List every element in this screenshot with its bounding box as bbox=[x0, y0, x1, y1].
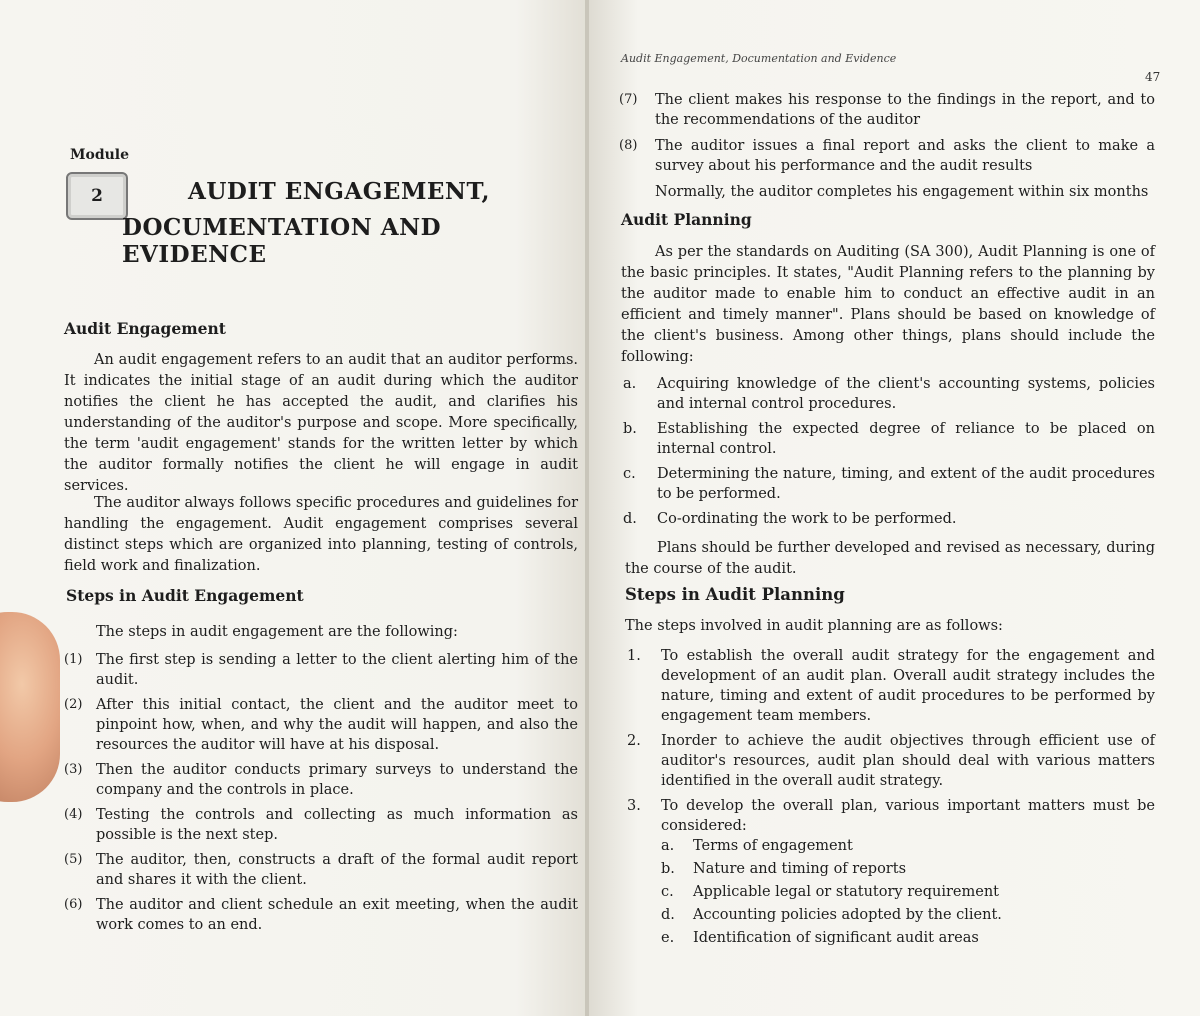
list-item-number: (3) bbox=[64, 762, 83, 777]
heading-steps-in-audit-engagement: Steps in Audit Engagement bbox=[66, 586, 304, 605]
list-item bbox=[623, 374, 1155, 414]
list-item-text: After this initial contact, the client and the auditor meet to pinpoint how, when, and why the audit will happen, and also the resources the auditor will have at his disposal. bbox=[96, 697, 578, 753]
list-item-number: c. bbox=[661, 884, 674, 900]
list-item-text: To establish the overall audit strategy for the engagement and development of an audit plan. Overall audit strategy includes the nature, timing and extent of audit procedures to be performed by engagement team members. bbox=[661, 648, 1155, 724]
left-page bbox=[0, 0, 586, 1016]
list-item-text: To develop the overall plan, various important matters must be considered: bbox=[661, 798, 1155, 834]
paragraph-audit-engagement-2: The auditor always follows specific procedures and guidelines for handling the engagement. Audit engagement comprises several distinct steps which are organized into planning, testing of controls, field work and finalization. bbox=[64, 495, 578, 574]
running-head: Audit Engagement, Documentation and Evidence bbox=[621, 52, 897, 65]
module-label: Module bbox=[70, 147, 130, 163]
list-item-text: Inorder to achieve the audit objectives through efficient use of auditor's resources, audit plan should deal with various matters identified in the overall audit strategy. bbox=[661, 733, 1155, 789]
list-item bbox=[627, 731, 1155, 791]
list-item-text: Identification of significant audit areas bbox=[693, 930, 979, 946]
audit-planning-list bbox=[623, 374, 1155, 534]
list-item-number: c. bbox=[623, 466, 636, 482]
heading-steps-in-audit-planning: Steps in Audit Planning bbox=[625, 585, 845, 604]
list-item bbox=[661, 905, 1141, 925]
list-item bbox=[64, 695, 578, 755]
list-item-number: 2. bbox=[627, 733, 641, 749]
list-item-text: Determining the nature, timing, and extent of the audit procedures to be performed. bbox=[657, 466, 1155, 502]
list-item bbox=[661, 928, 1141, 948]
list-item bbox=[661, 882, 1141, 902]
list-item-text: Accounting policies adopted by the client. bbox=[693, 907, 1002, 923]
right-page bbox=[589, 0, 1200, 1016]
chapter-title-line-1: AUDIT ENGAGEMENT, bbox=[188, 178, 491, 205]
list-item-text: The client makes his response to the findings in the report, and to the recommendations of the auditor bbox=[655, 92, 1155, 128]
list-item bbox=[64, 805, 578, 845]
list-item-text: Terms of engagement bbox=[693, 838, 853, 854]
list-item-number: d. bbox=[623, 511, 637, 527]
list-item bbox=[64, 895, 578, 935]
paragraph-plans: Plans should be further developed and revised as necessary, during the course of the audit. bbox=[625, 540, 1155, 577]
list-item bbox=[619, 90, 1155, 130]
paragraph-audit-engagement-1: An audit engagement refers to an audit that an auditor performs. It indicates the initial stage of an audit during which the auditor notifies the client he has accepted the audit, and clarifies his understanding of the auditor's purpose and scope. More specifically, the term 'audit engagement' stands for the written letter by which the auditor formally notifies the client he will engage in audit services. bbox=[64, 352, 578, 494]
continued-steps-list bbox=[619, 90, 1155, 182]
list-item-number: (7) bbox=[619, 92, 638, 107]
list-item bbox=[661, 859, 1141, 879]
list-item bbox=[64, 850, 578, 890]
list-item-number: (1) bbox=[64, 652, 83, 667]
list-item-text: The first step is sending a letter to the client alerting him of the audit. bbox=[96, 652, 578, 688]
list-item bbox=[661, 836, 1141, 856]
list-item-number: (2) bbox=[64, 697, 83, 712]
thumb-photo bbox=[0, 612, 60, 802]
list-item-text: Co-ordinating the work to be performed. bbox=[657, 511, 957, 527]
list-item-number: 3. bbox=[627, 798, 641, 814]
list-item-number: (6) bbox=[64, 897, 83, 912]
chapter-title-line-2: DOCUMENTATION AND EVIDENCE bbox=[122, 214, 442, 268]
paragraph-steps-planning-intro: The steps involved in audit planning are as follows: bbox=[625, 618, 1003, 634]
list-item-number: d. bbox=[661, 907, 675, 923]
list-item bbox=[623, 464, 1155, 504]
list-item-text: Establishing the expected degree of reliance to be placed on internal control. bbox=[657, 421, 1155, 457]
audit-planning-steps-list bbox=[627, 646, 1155, 841]
list-item-text: Testing the controls and collecting as much information as possible is the next step. bbox=[96, 807, 578, 843]
module-number: 2 bbox=[91, 186, 103, 206]
list-item-text: Applicable legal or statutory requirement bbox=[693, 884, 999, 900]
page-number: 47 bbox=[1145, 70, 1161, 84]
audit-engagement-steps-list bbox=[64, 650, 578, 940]
list-item-number: a. bbox=[661, 838, 675, 854]
list-item bbox=[619, 136, 1155, 176]
list-item-number: (5) bbox=[64, 852, 83, 867]
paragraph-audit-planning: As per the standards on Auditing (SA 300), Audit Planning is one of the basic principles. It states, "Audit Planning refers to the planning by the auditor made to enable him to conduct an effective audit in an efficient and timely manner". Plans should be based on knowledge of the client's business. Among other things, plans should include the following: bbox=[621, 244, 1155, 365]
list-item-number: (8) bbox=[619, 138, 638, 153]
list-item-text: The auditor issues a final report and asks the client to make a survey about his performance and the audit results bbox=[655, 138, 1155, 174]
list-item-number: 1. bbox=[627, 648, 641, 664]
list-item-text: Acquiring knowledge of the client's accounting systems, policies and internal control procedures. bbox=[657, 376, 1155, 412]
list-item bbox=[64, 760, 578, 800]
heading-audit-engagement: Audit Engagement bbox=[64, 319, 226, 338]
list-item-number: b. bbox=[661, 861, 675, 877]
list-item bbox=[64, 650, 578, 690]
list-item bbox=[623, 509, 1155, 529]
module-number-box bbox=[66, 172, 128, 220]
list-item-number: e. bbox=[661, 930, 675, 946]
heading-audit-planning: Audit Planning bbox=[621, 210, 752, 229]
list-item-number: (4) bbox=[64, 807, 83, 822]
list-item-text: Nature and timing of reports bbox=[693, 861, 907, 877]
list-item bbox=[627, 646, 1155, 726]
list-item bbox=[623, 419, 1155, 459]
list-item-number: b. bbox=[623, 421, 637, 437]
list-item bbox=[627, 796, 1155, 836]
matters-considered-list bbox=[661, 836, 1141, 951]
paragraph-steps-intro: The steps in audit engagement are the following: bbox=[96, 624, 458, 640]
list-item-number: a. bbox=[623, 376, 637, 392]
paragraph-normally: Normally, the auditor completes his engagement within six months bbox=[655, 184, 1149, 200]
list-item-text: The auditor, then, constructs a draft of the formal audit report and shares it with the client. bbox=[96, 852, 578, 888]
list-item-text: The auditor and client schedule an exit meeting, when the audit work comes to an end. bbox=[96, 897, 578, 933]
list-item-text: Then the auditor conducts primary surveys to understand the company and the controls in place. bbox=[96, 762, 578, 798]
